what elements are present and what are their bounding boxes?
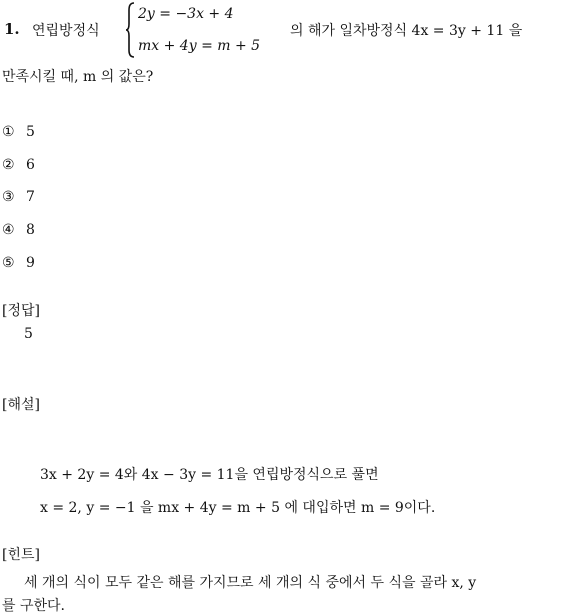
choice-value: 8 bbox=[26, 222, 35, 238]
choice-mark: ④ bbox=[2, 222, 15, 238]
choice-5[interactable] bbox=[2, 255, 35, 271]
choice-4[interactable] bbox=[2, 222, 35, 238]
choice-value: 7 bbox=[26, 189, 35, 205]
system-equation-1: 2y = −3x + 4 bbox=[138, 6, 234, 22]
choice-1[interactable] bbox=[2, 124, 35, 140]
answer-value: 5 bbox=[24, 326, 33, 342]
question-lead: 연립방정식 bbox=[32, 23, 100, 39]
choice-value: 9 bbox=[26, 255, 35, 271]
choice-3[interactable] bbox=[2, 189, 35, 205]
choice-value: 6 bbox=[26, 157, 35, 173]
answer-heading: [정답] bbox=[2, 303, 40, 319]
system-brace bbox=[126, 2, 135, 58]
choice-mark: ② bbox=[2, 157, 15, 173]
choice-mark: ① bbox=[2, 124, 15, 140]
explanation-line-1: 3x + 2y = 4와 4x − 3y = 11을 연립방정식으로 풀면 bbox=[40, 467, 379, 483]
hint-heading: [힌트] bbox=[2, 547, 40, 563]
question-number: 1. bbox=[4, 20, 20, 38]
question-tail-1: 의 해가 일차방정식 4x = 3y + 11 을 bbox=[290, 23, 523, 39]
choice-mark: ⑤ bbox=[2, 255, 15, 271]
hint-line-2: 를 구한다. bbox=[2, 598, 65, 614]
explanation-line-2: x = 2, y = −1 을 mx + 4y = m + 5 에 대입하면 m = 9이다. bbox=[40, 500, 436, 516]
system-equation-2: mx + 4y = m + 5 bbox=[138, 38, 261, 54]
hint-line-1: 세 개의 식이 모두 같은 해를 가지므로 세 개의 식 중에서 두 식을 골라 x, y bbox=[24, 575, 477, 591]
question-tail-2: 만족시킬 때, m 의 값은? bbox=[2, 69, 154, 85]
choice-2[interactable] bbox=[2, 157, 35, 173]
choice-value: 5 bbox=[26, 124, 35, 140]
explanation-heading: [해설] bbox=[2, 397, 40, 413]
choice-mark: ③ bbox=[2, 189, 15, 205]
